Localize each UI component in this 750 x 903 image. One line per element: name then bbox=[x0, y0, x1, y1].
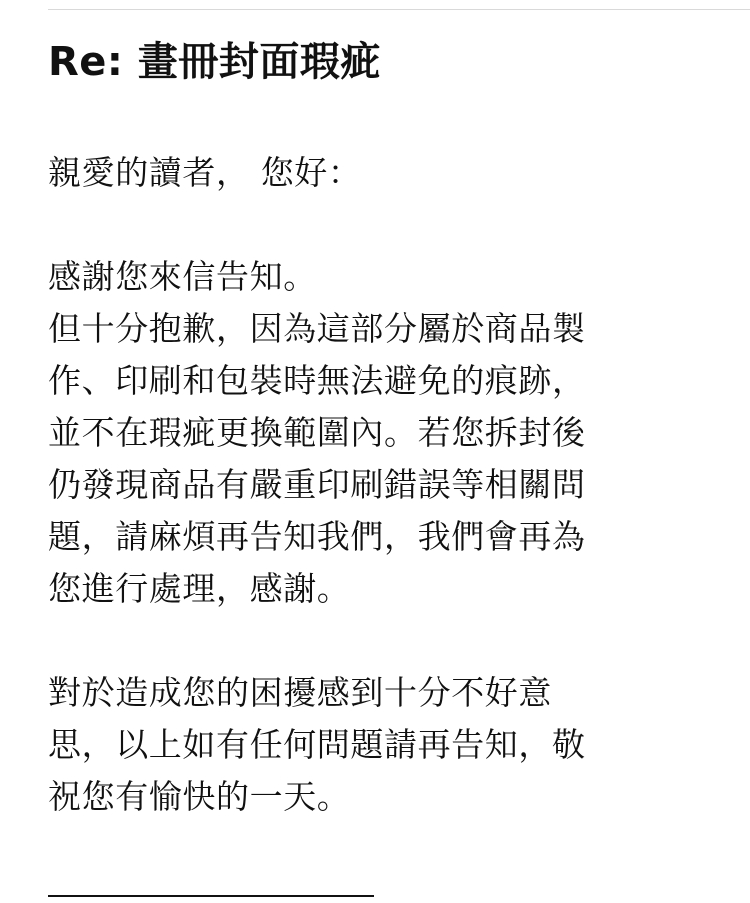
body-line: 仍發現商品有嚴重印刷錯誤等相關問 bbox=[48, 465, 586, 504]
top-divider bbox=[48, 9, 750, 10]
body-line: 感謝您來信告知。 bbox=[48, 257, 317, 296]
body-line: 並不在瑕疵更換範圍內。若您拆封後 bbox=[48, 413, 586, 452]
body-line: 作、印刷和包裝時無法避免的痕跡， bbox=[48, 361, 586, 400]
body-line: 您進行處理，感謝。 bbox=[48, 569, 351, 608]
body-line: 思，以上如有任何問題請再告知，敬 bbox=[48, 725, 586, 764]
paragraph-gap bbox=[48, 615, 688, 667]
email-paragraph-1 bbox=[48, 251, 688, 615]
signature-divider bbox=[48, 895, 374, 897]
email-greeting: 親愛的讀者， 您好： bbox=[48, 153, 362, 192]
body-line: 題，請麻煩再告知我們，我們會再為 bbox=[48, 517, 586, 556]
body-line: 但十分抱歉，因為這部分屬於商品製 bbox=[48, 309, 586, 348]
body-line: 對於造成您的困擾感到十分不好意 bbox=[48, 673, 552, 712]
email-subject: Re: 畫冊封面瑕疵 bbox=[48, 39, 381, 85]
email-body bbox=[48, 147, 688, 823]
paragraph-gap bbox=[48, 199, 688, 251]
body-line: 祝您有愉快的一天。 bbox=[48, 777, 351, 816]
email-paragraph-2 bbox=[48, 667, 688, 823]
